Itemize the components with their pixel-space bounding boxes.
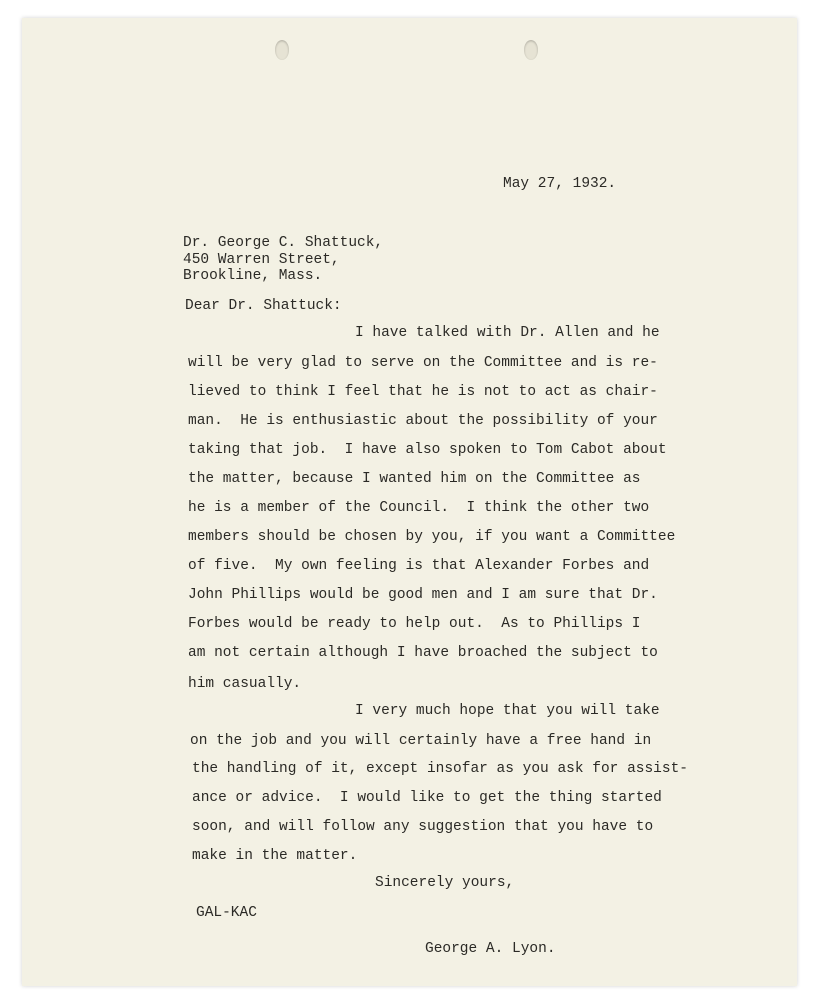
- punch-hole-right: [524, 40, 538, 60]
- body-line: on the job and you will certainly have a free hand in: [190, 733, 652, 749]
- body-line: man. He is enthusiastic about the possibility of your: [188, 413, 658, 429]
- body-line: the handling of it, except insofar as you ask for assist-: [192, 761, 688, 777]
- recipient-line: Brookline, Mass.: [183, 268, 323, 284]
- signature-name: George A. Lyon.: [425, 941, 556, 957]
- recipient-line: Dr. George C. Shattuck,: [183, 235, 384, 251]
- typist-initials: GAL-KAC: [196, 905, 257, 921]
- body-line: taking that job. I have also spoken to Tom Cabot about: [188, 442, 667, 458]
- body-line: him casually.: [188, 676, 302, 692]
- body-line: the matter, because I wanted him on the Committee as: [188, 471, 641, 487]
- recipient-line: 450 Warren Street,: [183, 252, 340, 268]
- body-line: make in the matter.: [192, 848, 358, 864]
- body-line: members should be chosen by you, if you want a Committee: [188, 529, 676, 545]
- body-line: soon, and will follow any suggestion that you have to: [192, 819, 654, 835]
- body-line: lieved to think I feel that he is not to act as chair-: [188, 384, 658, 400]
- body-line: Forbes would be ready to help out. As to Phillips I: [188, 616, 641, 632]
- body-line: I have talked with Dr. Allen and he: [355, 325, 660, 341]
- body-line: am not certain although I have broached the subject to: [188, 645, 658, 661]
- body-line: I very much hope that you will take: [355, 703, 660, 719]
- letter-date: May 27, 1932.: [503, 176, 617, 192]
- closing: Sincerely yours,: [375, 875, 515, 891]
- body-line: he is a member of the Council. I think the other two: [188, 500, 650, 516]
- body-line: will be very glad to serve on the Committee and is re-: [188, 355, 658, 371]
- body-line: John Phillips would be good men and I am sure that Dr.: [188, 587, 658, 603]
- salutation: Dear Dr. Shattuck:: [185, 298, 342, 314]
- punch-hole-left: [275, 40, 289, 60]
- body-line: ance or advice. I would like to get the thing started: [192, 790, 662, 806]
- body-line: of five. My own feeling is that Alexander Forbes and: [188, 558, 650, 574]
